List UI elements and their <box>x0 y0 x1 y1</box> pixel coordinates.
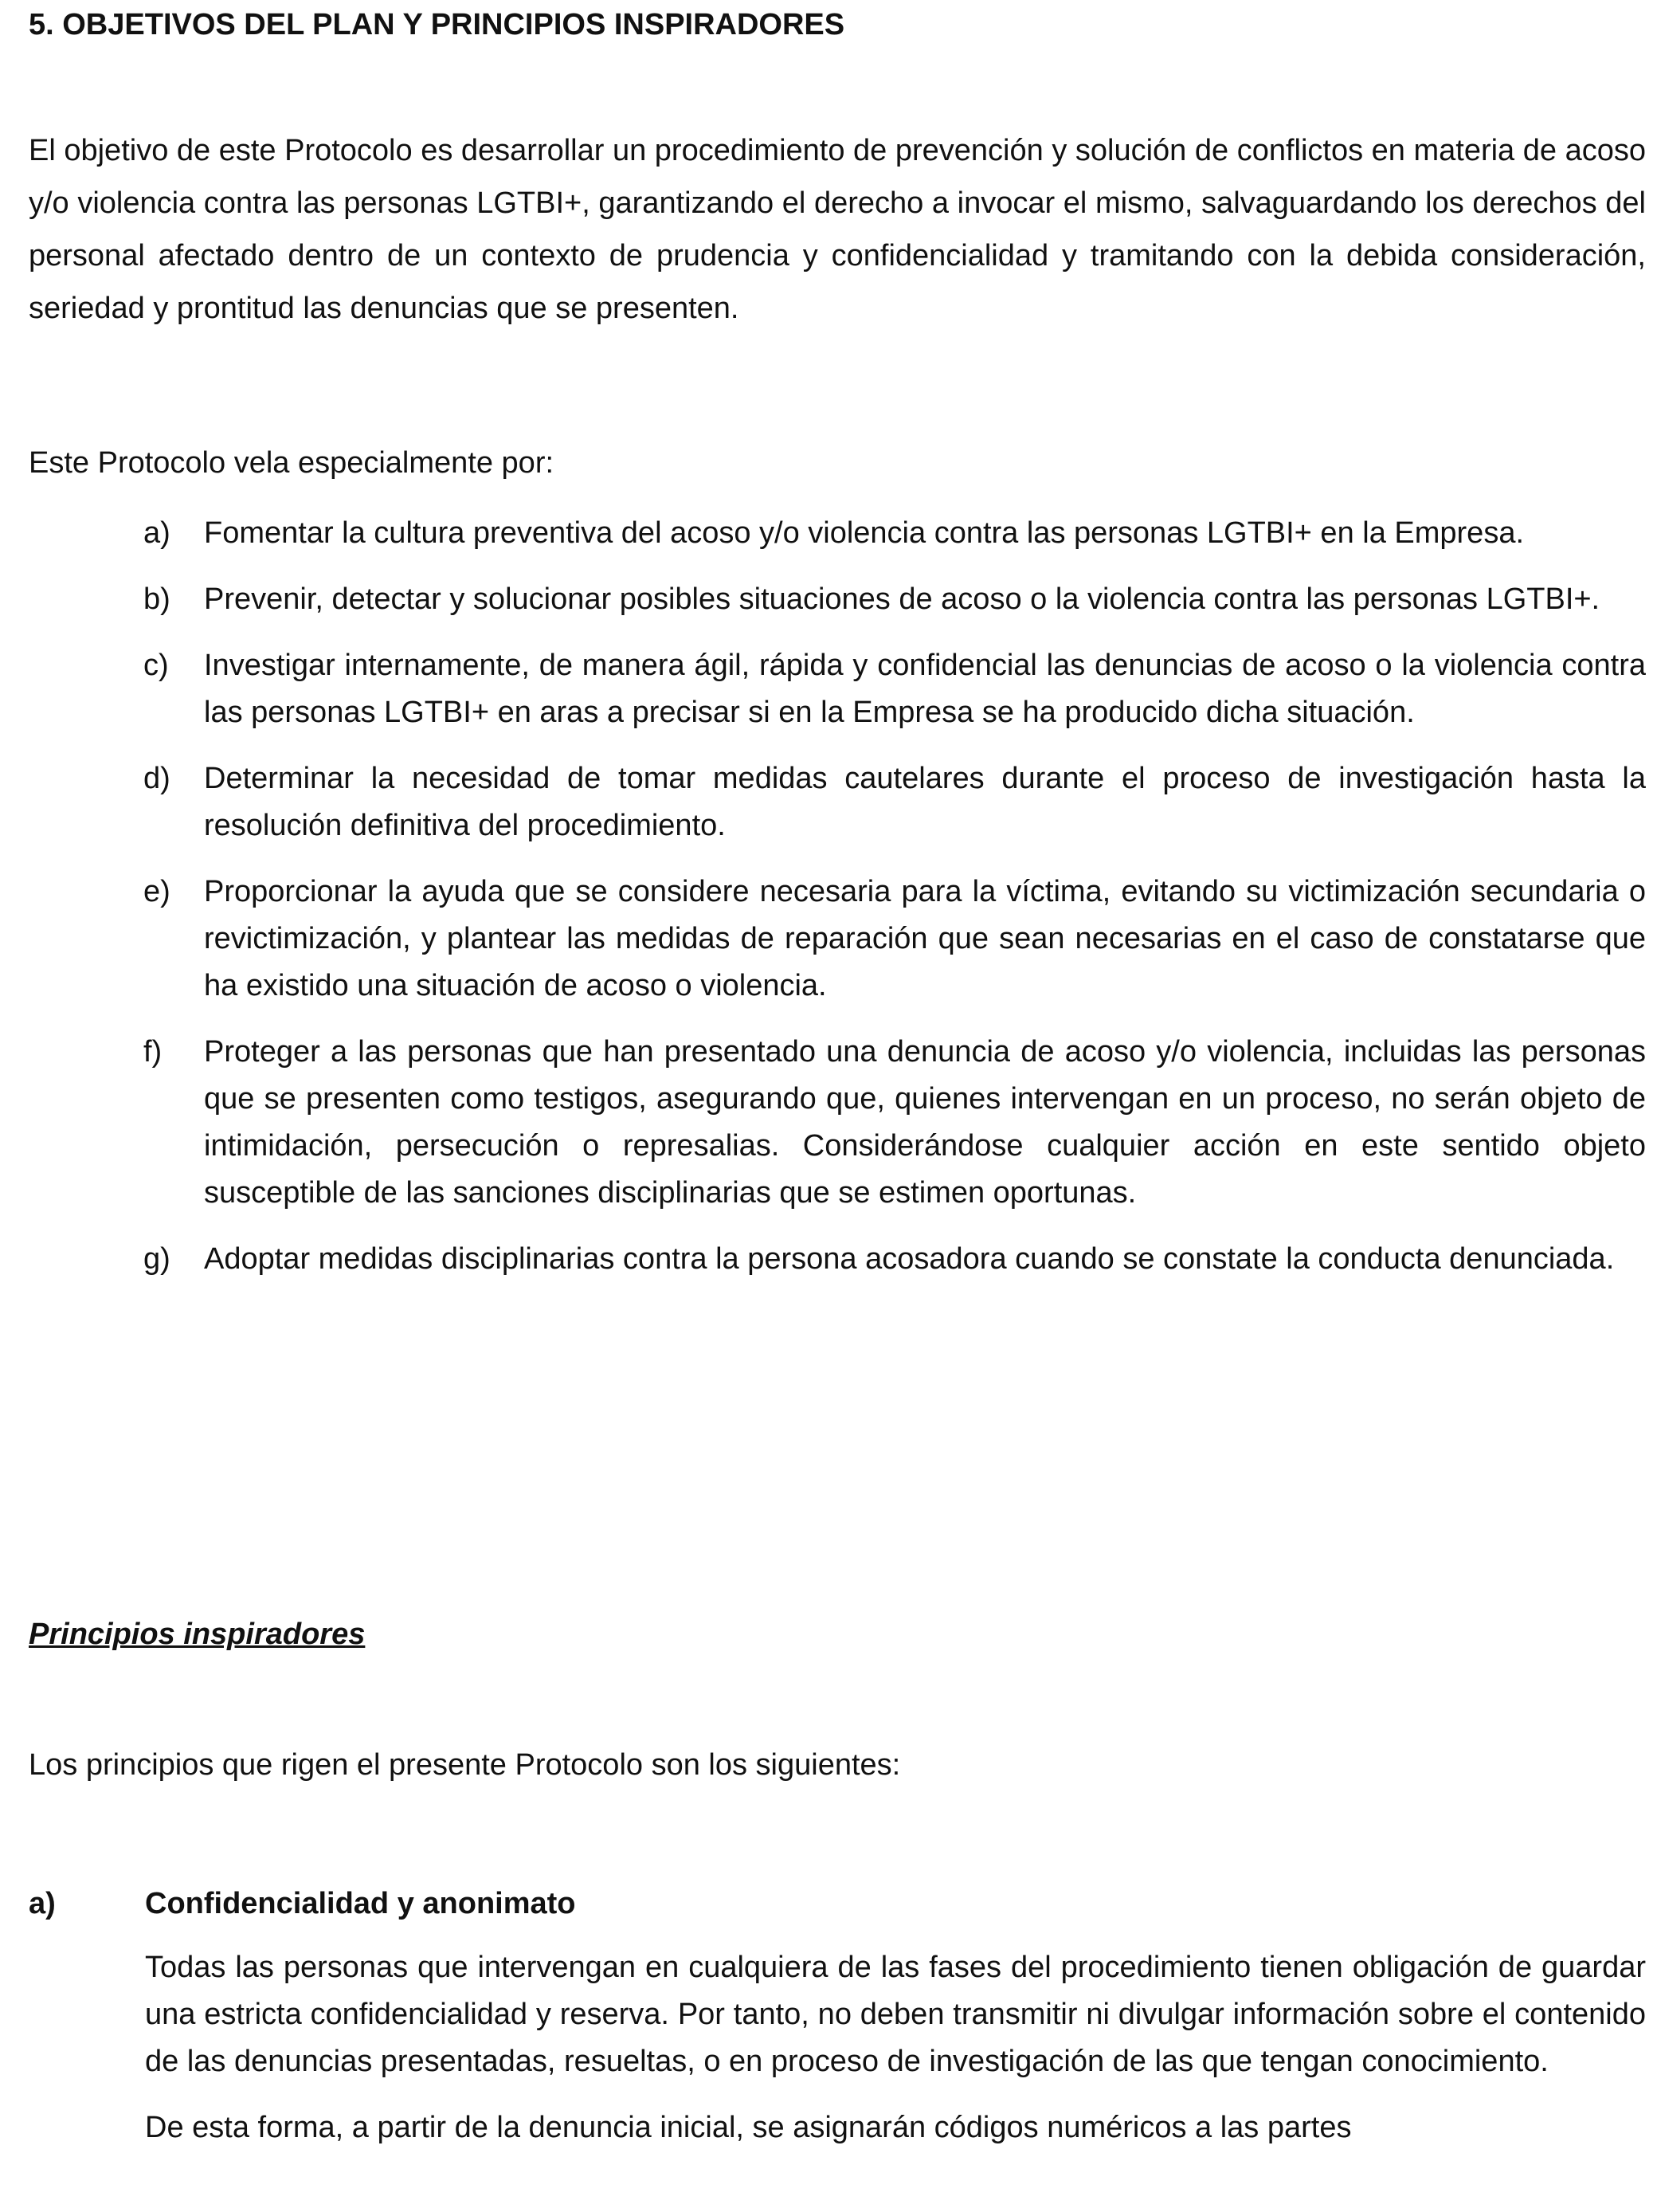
list-item <box>29 1236 1646 1283</box>
principle-paragraph: De esta forma, a partir de la denuncia inicial, se asignarán códigos numéricos a las partes <box>145 2111 1352 2144</box>
list-item-text: Fomentar la cultura preventiva del acoso y/o violencia contra las personas LGTBI+ en la Empresa. <box>204 516 1525 550</box>
list-marker: d) <box>143 762 170 795</box>
principle-title: Confidencialidad y anonimato <box>145 1887 576 1920</box>
principles-intro: Los principios que rigen el presente Protocolo son los siguientes: <box>29 1748 901 1782</box>
principle-body <box>145 1944 1646 2171</box>
list-item-text: Adoptar medidas disciplinarias contra la persona acosadora cuando se constate la conducta denunciada. <box>204 1242 1615 1276</box>
list-marker: c) <box>143 649 169 682</box>
list-item <box>29 576 1646 623</box>
list-item-text: Investigar internamente, de manera ágil, rápida y confidencial las denuncias de acoso o la violencia contra las personas LGTBI+ en aras a precisar si en la Empresa se ha producido dicha situación. <box>204 649 1646 729</box>
list-item-text: Proteger a las personas que han presentado una denuncia de acoso y/o violencia, incluidas las personas que se presenten como testigos, asegurando que, quienes intervengan en un proceso, no serán objeto de intimidación, persecución o represalias. Considerándose cualquier acción en este sentido objeto susceptible de las sanciones disciplinarias que se estimen oportunas. <box>204 1035 1646 1210</box>
list-item <box>29 869 1646 1010</box>
list-item <box>29 1029 1646 1217</box>
section-heading: 5. OBJETIVOS DEL PLAN Y PRINCIPIOS INSPIRADORES <box>29 8 845 41</box>
list-item <box>29 755 1646 849</box>
principle-paragraph: Todas las personas que intervengan en cualquiera de las fases del procedimiento tienen obligación de guardar una estricta confidencialidad y reserva. Por tanto, no deben transmitir ni divulgar información sobre el contenido de las denuncias presentadas, resueltas, o en proceso de investigación de las que tengan conocimiento. <box>145 1951 1646 2078</box>
list-marker: e) <box>143 875 170 908</box>
intro-paragraph: El objetivo de este Protocolo es desarrollar un procedimiento de prevención y solución de conflictos en materia de acoso y/o violencia contra las personas LGTBI+, garantizando el derecho a invocar el mismo, salvaguardando los derechos del personal afectado dentro de un contexto de prudencia y confidencialidad y tramitando con la debida consideración, seriedad y prontitud las denuncias que se presenten. <box>29 134 1646 325</box>
list-item-text: Prevenir, detectar y solucionar posibles situaciones de acoso o la violencia contra las personas LGTBI+. <box>204 582 1600 616</box>
list-item <box>29 510 1646 557</box>
principles-heading: Principios inspiradores <box>29 1618 366 1651</box>
list-marker: f) <box>143 1035 163 1069</box>
list-item <box>29 642 1646 736</box>
list-marker: a) <box>143 516 170 550</box>
list-item-text: Determinar la necesidad de tomar medidas cautelares durante el proceso de investigación hasta la resolución definitiva del procedimiento. <box>204 762 1646 842</box>
list-marker: b) <box>143 582 170 616</box>
objectives-list <box>29 510 1646 1302</box>
list-marker: g) <box>143 1242 170 1276</box>
list-item-text: Proporcionar la ayuda que se considere necesaria para la víctima, evitando su victimización secundaria o revictimización, y plantear las medidas de reparación que sean necesarias en el caso de constatarse que ha existido una situación de acoso o violencia. <box>204 875 1646 1002</box>
objectives-intro: Este Protocolo vela especialmente por: <box>29 446 554 480</box>
principle-marker: a) <box>29 1887 56 1920</box>
